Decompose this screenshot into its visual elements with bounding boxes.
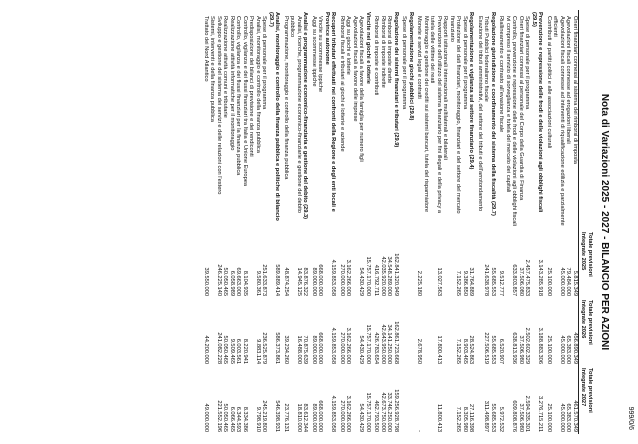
table-row [283, 10, 290, 434]
header-2026: Totale previsioni Integrate 2026 [579, 298, 595, 366]
row-label: Contributi ai partiti politici e alle associazioni culturali [546, 16, 552, 149]
cell-2027: 83.612.344 [302, 403, 309, 432]
cell-2025: 8.104.935 [242, 270, 248, 296]
table-row [565, 10, 572, 434]
cell-2027: 2.594.335.301 [524, 395, 531, 432]
cell-2026: 270.000.000 [339, 332, 345, 364]
table-row [552, 10, 565, 434]
row-label: Analisi, monitoraggio e controllo della finanza pubblica [255, 16, 261, 153]
table-row [222, 10, 229, 434]
cell-2026: 89.000.000 [311, 335, 317, 364]
page-title: Nota di Variazioni 2025 - 2027 - BILANCIO PER AZIONI [599, 93, 610, 351]
table-row [203, 10, 210, 434]
cell-2027: 159.256.928.798 [393, 389, 399, 432]
cell-2026: 16.488.000 [296, 335, 302, 364]
cell-2026: 9.883.114 [255, 339, 261, 364]
cell-2025: 79.484.000 [565, 267, 572, 296]
table-row [373, 10, 380, 434]
cell-2025: 45.000.000 [559, 267, 565, 296]
row-label: Trattato dei Nord Atlantico [203, 16, 209, 82]
cell-2025: 162.841.320.949 [393, 253, 399, 296]
cell-2027: 3.162.266.000 [345, 395, 352, 432]
cell-2027: 50.050.465 [222, 403, 229, 432]
row-label: Rimborsi di imposte indirette [380, 16, 386, 88]
table-row [289, 10, 302, 434]
row-label: Regolamentazione giochi pubblici (29.8) [408, 12, 414, 121]
row-label: Rimborsi di imposte e contributi [373, 16, 380, 96]
cell-2025: 25.100.000 [546, 267, 552, 296]
cell-2025: 6.058.989 [229, 270, 235, 296]
cell-2026: 7.152.265 [455, 338, 462, 364]
table-row [216, 10, 223, 434]
cell-2027: 668.000.000 [317, 400, 324, 432]
cell-2026: 2.502.602.329 [524, 327, 531, 364]
table-row [483, 10, 490, 434]
table-row [235, 10, 242, 434]
cell-2026: 2.678.950 [416, 338, 423, 364]
cell-2025: 14.945.125 [296, 267, 302, 296]
cell-2027: 7.152.265 [455, 406, 462, 432]
row-label: Analisi, monitoraggio e controllo della finanza pubblica e politiche di bilancio (29.7) [268, 12, 281, 221]
cell-2026: 8.903.465 [462, 338, 468, 364]
cell-2025 [401, 230, 408, 298]
section-row [365, 10, 374, 434]
cell-2027: 6.066.465 [229, 406, 235, 432]
cell-2025: 39.550.000 [203, 267, 209, 296]
row-label: Prevenzione e repressione delle frodi e delle violazioni agli obblighi fiscali (29.5) [531, 12, 544, 213]
cell-2025: 37.506.080 [518, 267, 524, 296]
cell-2025: 2.457.475.833 [524, 259, 531, 296]
cell-2025: 83.876.322 [302, 267, 309, 296]
cell-2025: 251.633.873 [261, 264, 268, 296]
budget-table [203, 10, 595, 434]
cell-2025: 589.889.414 [274, 264, 281, 296]
table-row [311, 10, 318, 434]
table-row [429, 10, 442, 434]
table-row [358, 10, 365, 434]
section-row [408, 10, 417, 434]
table-row [352, 10, 359, 434]
row-label: Aggi su scommesse ippiche [311, 16, 317, 87]
cell-2025 [442, 230, 449, 298]
row-label: Protezione dei dati finanziari, monitoraggio, finanziari e del settore del mercato finanziario [449, 16, 462, 214]
cell-2027: 15.757.170.000 [365, 392, 371, 432]
cell-2027 [442, 366, 449, 434]
row-label: Vincite su scommesse ippiche [317, 16, 324, 93]
row-label: Riallineamento e contrasto all'evasione fiscale [498, 16, 505, 133]
row-label: Regolazione giurisdizione e coordinamento del sistema della fiscalità (29.7) [490, 12, 496, 216]
cell-2026: 34.141.250.000 [386, 324, 393, 364]
cell-2026: 44.200.000 [203, 335, 209, 364]
row-label: Monitoraggio e gestione dei crediti sui sistemi bancari, tutela del risparmiatore [423, 16, 429, 212]
section-row [468, 10, 477, 434]
table-row [518, 10, 525, 434]
cell-2027 [423, 366, 430, 434]
cell-2027: 5.972.532 [498, 406, 505, 432]
cell-2027: - [416, 430, 423, 432]
cell-2027: 8.305.980 [462, 406, 468, 432]
cell-2025 [408, 230, 417, 298]
cell-2025: 15.757.170.000 [365, 256, 371, 296]
cell-2027: 65.383.000 [565, 403, 572, 432]
cell-2025: 9.580.361 [255, 270, 261, 296]
cell-2025: 246.225.140 [216, 264, 222, 296]
cell-2027: 3.276.715.211 [537, 396, 544, 432]
cell-2027: 609.808.876 [511, 400, 518, 432]
cell-2027: 221.552.196 [216, 400, 222, 432]
table-row [248, 10, 255, 434]
row-label: Rapporti istituzionali internazionali multilaterali e bilaterali [442, 16, 449, 160]
cell-2027: 23.776.131 [283, 403, 289, 432]
cell-2027: 462.793.500 [373, 400, 380, 432]
section-row [490, 10, 499, 434]
cell-2026: 3.162.266.000 [345, 327, 352, 364]
cell-2025: 13.027.563 [436, 267, 442, 296]
cell-2027: 9.798.910 [255, 406, 261, 432]
cell-2026: 6.003.561 [235, 338, 242, 364]
row-label: Agevolazioni fiscali a favore delle imprese [352, 16, 358, 122]
table-row [380, 10, 387, 434]
section-row [324, 10, 339, 434]
table-row [524, 10, 531, 434]
cell-2025: 54.430.429 [358, 267, 365, 296]
cell-2025: 3.143.285.918 [537, 259, 544, 296]
row-label: Realizzazione attività informatiche per il monitoraggio [229, 16, 235, 151]
header-2027: Totale previsioni Integrate 2027 [579, 366, 595, 434]
cell-2027: 54.430.429 [358, 403, 365, 432]
cell-2025: 31.764.889 [468, 267, 475, 296]
table-row [498, 10, 505, 434]
row-label: Programmazione, monitoraggio e controllo della finanza pubblica [283, 16, 289, 180]
cell-2025: 2.225.180 [416, 270, 423, 296]
row-label: Controllo, prevenzione e repressione delle frodi e delle violazioni agli obblighi fiscali ivi compreso il servizio di sorveglianza e tutela del mercato dei capitali [505, 16, 518, 226]
cell-2026: 42.643.950.000 [380, 324, 386, 364]
cell-2026: 6.520.907 [498, 338, 505, 364]
table-row [401, 10, 408, 434]
section-row [302, 10, 311, 434]
cell-2025: 4.159.853.058 [330, 259, 337, 296]
cell-2027: 25.100.000 [546, 403, 552, 432]
cell-2025: 7.152.265 [455, 270, 462, 296]
cell-2025: 9.386.850 [462, 270, 468, 296]
row-label: Vincite nei giochi e lotterie [365, 12, 371, 84]
cell-2026: 45.000.000 [559, 335, 565, 364]
cell-2025: 89.000.000 [311, 267, 317, 296]
cell-2026 [401, 298, 408, 366]
cell-2025: 270.000.000 [339, 264, 345, 296]
row-label: Aggi su giochi e lotterie [345, 16, 352, 75]
cell-2026: 15.757.170.000 [365, 324, 371, 364]
cell-2027: 45.000.000 [559, 403, 565, 432]
header-2025: Totale previsioni Integrate 2025 [579, 230, 595, 298]
table-row [209, 10, 216, 434]
row-label: Rimborsi di imposte dirette [386, 16, 393, 84]
row-label: Predisposizione dei bilanci di previsione e dei rendiconti [248, 16, 255, 157]
section-row [531, 10, 546, 434]
table-row [505, 10, 518, 434]
cell-2026: 4.159.853.058 [330, 327, 337, 364]
row-label: Rimborsi fiscali e tributari ai giochi e lotterie e aziende [339, 16, 345, 152]
cell-2025: 34.548.289.000 [386, 256, 393, 296]
row-label: Sistemi, interventi e della finanza pubblica [209, 16, 216, 122]
row-label: Agevolazioni fiscali connesse ad erogazioni liberali [565, 16, 572, 144]
cell-2027: 18.810.000 [296, 403, 302, 432]
cell-2026: 8.220.941 [242, 338, 248, 364]
cell-2027: 4.159.853.058 [330, 395, 337, 432]
cell-2026: 65.383.000 [565, 335, 572, 364]
cell-2026: 456.890.349 [572, 332, 578, 364]
cell-2027: 311.498.897 [483, 400, 490, 432]
row-label: Spese di personale per il programma [401, 16, 408, 110]
row-label: Tributi Pubblici federalismo fiscale [483, 16, 490, 102]
header-label [579, 10, 595, 230]
row-label: Spese di personale per il programma [462, 16, 468, 110]
cell-2027: 245.219.800 [261, 400, 268, 432]
row-label: Realizzazione attività comuni e tributarie [222, 16, 229, 118]
cell-2026: 3.188.883.306 [537, 327, 544, 364]
cell-2026: 70.875.639 [302, 335, 309, 364]
cell-2027: 55.685.553 [490, 403, 496, 432]
cell-2027: 270.000.000 [339, 400, 345, 432]
table-row [477, 10, 484, 434]
cell-2025: 9.512.777 [498, 270, 505, 296]
table-row [242, 10, 249, 434]
cell-2025 [423, 230, 430, 298]
section-row [268, 10, 283, 434]
cell-2026: 638.813.936 [511, 332, 518, 364]
cell-2026 [442, 298, 449, 366]
cell-2025: 5.815.349 [572, 270, 578, 296]
row-label: Controllo, vigilanza e dei flussi finanziari per la finanza pubblica [235, 16, 242, 176]
cell-2026 [408, 298, 417, 366]
cell-2026: 426.783.654 [373, 332, 380, 364]
cell-2026: 241.082.228 [216, 332, 222, 364]
cell-2026: 586.373.861 [274, 332, 281, 364]
table-row [442, 10, 449, 434]
table-row [416, 10, 423, 434]
cell-2027 [408, 366, 417, 434]
table-row [386, 10, 393, 434]
cell-2025: 416.792.711 [373, 264, 380, 296]
table-row [449, 10, 462, 434]
cell-2027: 89.000.000 [311, 403, 317, 432]
row-label: Recuperi tributari effettuati nei confronti della Regione e degli enti locali e Province autonome [324, 12, 337, 212]
row-label: Regolamentazione e vigilanza sul settore finanziario (29.4) [468, 12, 475, 170]
cell-2025: 50.050.465 [222, 267, 229, 296]
cell-2026: 25.100.000 [546, 335, 552, 364]
cell-2025: 633.803.857 [511, 264, 518, 296]
table-row [423, 10, 430, 434]
cell-2027: 546.398.931 [274, 400, 281, 432]
cell-2025: 55.685.553 [490, 267, 496, 296]
cell-2025: 42.035.920.000 [380, 256, 386, 296]
cell-2027: 11.800.413 [436, 403, 442, 432]
row-label: Agevolazioni fiscali connesse ad interventi di riqualificazione edilizia e parzialmente efficienti [552, 16, 565, 226]
cell-2027 [401, 366, 408, 434]
section-row [393, 10, 402, 434]
cell-2026: 55.685.553 [490, 335, 496, 364]
table-row [572, 10, 579, 434]
row-label: Analisi e programmazione economico-finanziaria e gestione del debito (29.3) [302, 12, 309, 220]
table-header-row [579, 10, 595, 434]
row-label: Agevolazioni fiscali a favore della famiglia per numero figli [358, 16, 365, 162]
cell-2027: 37.506.980 [518, 403, 524, 432]
table-row [261, 10, 268, 434]
row-label: Esazione dei tributi amministrativi, del settore dei tributi e dell'arrotondamento [477, 16, 483, 212]
row-label: Prevenzione dell'utilizzo del sistema finanziario per fini illegali e della privacy a tutela delle vittime dei reati [429, 16, 442, 214]
cell-2026: 162.861.723.668 [393, 321, 399, 364]
row-label: Oneri finanziari connessi al sistema dei rimborsi di imposta [572, 16, 578, 164]
table-row [462, 10, 469, 434]
cell-2025: 668.000.000 [317, 264, 324, 296]
cell-2027: 27.116.398 [468, 403, 475, 432]
cell-2027: 49.000.000 [203, 403, 209, 432]
cell-2027: 33.746.250.000 [386, 392, 393, 432]
cell-2025: 48.874.254 [283, 267, 289, 296]
cell-2026: 28.524.863 [468, 335, 475, 364]
table-row [255, 10, 262, 434]
row-label: Oneri finanziari connessi al personale del Corpo della Guardia di Finanza [518, 16, 524, 201]
table-row [317, 10, 324, 434]
cell-2026: 50.050.465 [222, 335, 229, 364]
cell-2027: 42.673.750.000 [380, 392, 386, 432]
table-row [546, 10, 553, 434]
cell-2026: 668.000.000 [317, 332, 324, 364]
cell-2026: 54.430.429 [358, 335, 365, 364]
cell-2027: 8.334.386 [242, 406, 248, 432]
table-row [339, 10, 346, 434]
cell-2027: 6.344.593 [235, 406, 242, 432]
cell-2025: 69.663.000 [235, 267, 242, 296]
row-label: Controllo, vigilanza e dei flussi finanziari tra Italia e Unione Europea [242, 16, 248, 187]
cell-2026: 236.525.879 [261, 332, 268, 364]
cell-2027: 461.570.349 [572, 400, 578, 432]
row-label: Analisi, ricerche, programmazione economico-finanziarie e gestione del debito pubblico [289, 16, 302, 213]
cell-2026 [423, 298, 430, 366]
cell-2026: 39.234.260 [283, 335, 289, 364]
cell-2026: 17.800.413 [436, 335, 442, 364]
row-label: Sviluppo e gestione del sistema dei servizi e delle relazioni con l'estero [216, 16, 222, 195]
row-label: Spese di personale per il programma [261, 16, 268, 110]
row-label: Regolazione dei sistemi finanziari e tributari (29.9) [393, 12, 399, 148]
cell-2025: 241.638.978 [483, 264, 490, 296]
cell-2026: 9.509.465 [229, 338, 235, 364]
cell-2026: 37.506.980 [518, 335, 524, 364]
cell-2025: 3.162.266.000 [345, 259, 352, 296]
row-label: Monete e servizi legali e contratti [416, 16, 423, 99]
table-row [345, 10, 352, 434]
row-label: Spese di personale per il programma [524, 16, 531, 110]
table-row [229, 10, 236, 434]
page-number: 999/0/6 [627, 406, 634, 430]
cell-2026: 227.506.519 [483, 332, 490, 364]
